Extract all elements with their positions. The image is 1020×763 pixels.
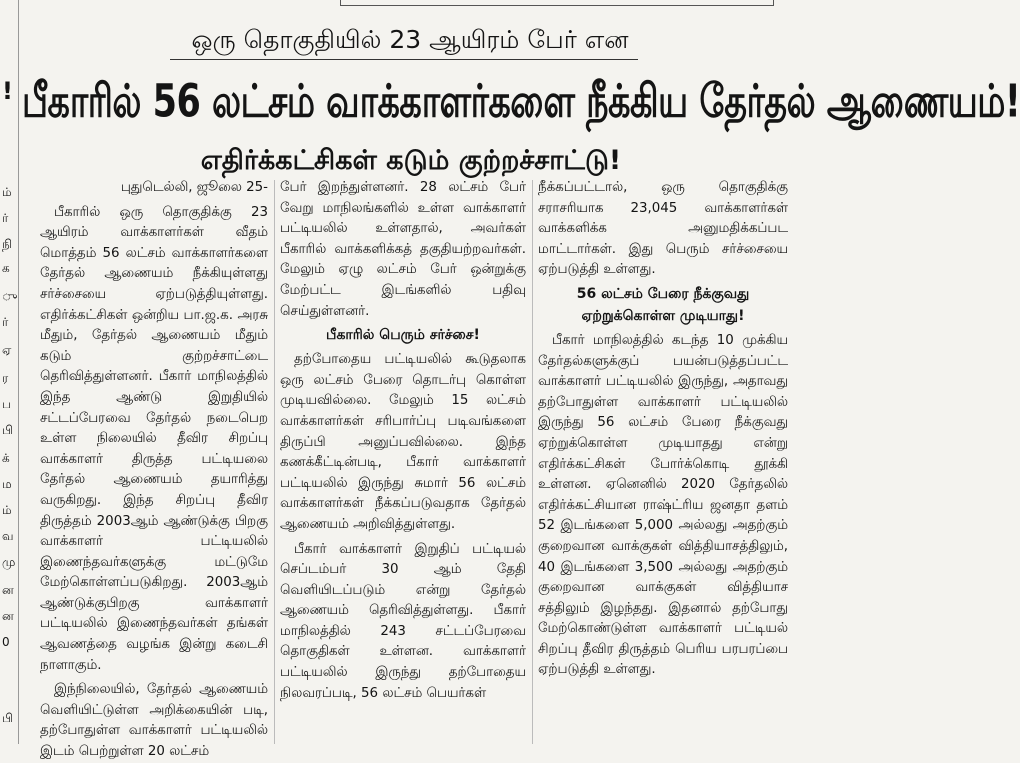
paragraph: பீகாரில் ஒரு தொகுதிக்கு 23 ஆயிரம் வாக்காளர்கள் வீதம் மொத்தம் 56 லட்சம் வாக்காளர்களை தேர்தல் ஆணையம் நீக்கியுள்ளது சர்ச்சையை ஏற்படுத்தியுள்ளது. எதிர்க்கட்சிகள் ஒன்றிய பா.ஜ.க. அரசு மீதும், தேர்தல் ஆணையம் மீதும் கடும் குற்றச்சாட்டை தெரிவித்துள்ளனர். பீகார் மாநிலத்தில் இந்த ஆண்டு இறுதியில் சட்டப்பேரவை தேர்தல் நடைபெற உள்ள நிலையில் தீவிர சிறப்பு வாக்காளர் திருத்த பட்டியலை தேர்தல் ஆணையம் தயாரித்து வருகிறது. இந்த சிறப்பு தீவிர திருத்தம் 2003ஆம் ஆண்டுக்கு பிறகு வாக்காளர் பட்டியலில் இணைந்தவர்களுக்கு மட்டுமே மேற்கொள்ளப்படுகிறது. 2003ஆம் ஆண்டுக்குபிறகு வாக்காளர் பட்டியலில் இணைந்தவர்கள் தங்கள் ஆவணத்தை வழங்க இன்று கடைசி நாளாகும். (40, 204, 268, 673)
dateline: புதுடெல்லி, ஜூலை 25- (120, 180, 268, 195)
article-column-2 (280, 178, 526, 744)
article-column-1 (40, 178, 268, 760)
top-box-rule (340, 0, 774, 6)
previous-column-fragment: நி (2, 237, 12, 251)
previous-column-fragment: ! (2, 77, 13, 105)
previous-column-fragment: 0 (2, 635, 10, 649)
previous-column-fragment: ம் (2, 503, 12, 517)
previous-column-fragment: ஏ (2, 343, 12, 357)
paragraph-continued: நீக்கப்பட்டால், ஒரு தொகுதிக்கு சராசரியாக 23,045 வாக்காளர்கள் வாக்களிக்க அனுமதிக்கப்பட மாட்டார்கள். இது பெரும் சர்ச்சையை ஏற்படுத்தி உள்ளது. (538, 180, 788, 278)
previous-column-fragment: பி (2, 423, 13, 437)
section-subheading: 56 லட்சம் பேரை நீக்குவது ஏற்றுக்கொள்ள முடியாது! (576, 285, 750, 324)
previous-column-fragment: ர் (2, 315, 9, 329)
main-headline: பீகாரில் 56 லட்சம் வாக்காளர்களை நீக்கிய தேர்தல் ஆணையம்! (22, 76, 1020, 128)
paragraph: தற்போதைய பட்டியலில் கூடுதலாக ஒரு லட்சம் பேரை தொடர்பு கொள்ள முடியவில்லை. மேலும் 15 லட்சம் வாக்காளர்கள் சரிபார்ப்பு படிவங்களை திருப்பி அனுப்பவில்லை. இந்த கணக்கீட்டின்படி, பீகார் வாக்காளர் பட்டியலில் இருந்து சுமார் 56 லட்சம் வாக்காளர்கள் நீக்கப்படுவதாக தேர்தல் ஆணையம் அறிவித்துள்ளது. (280, 352, 526, 532)
previous-column-fragment: ப (2, 397, 11, 411)
paragraph: பீகார் வாக்காளர் இறுதிப் பட்டியல் செப்டம்பர் 30 ஆம் தேதி வெளியிடப்படும் என்று தேர்தல் ஆணையம் தெரிவித்துள்ளது. பீகார் மாநிலத்தில் 243 சட்டப்பேரவை தொகுதிகள் உள்ளன. வாக்காளர் பட்டியலில் இருந்து தற்போதைய நிலவரப்படி, 56 லட்சம் பெயர்கள் (280, 541, 526, 701)
column-divider (532, 180, 533, 744)
article-column-3 (538, 178, 788, 744)
previous-column-fragment: க் (2, 451, 10, 465)
previous-column-fragment: வ (2, 529, 14, 543)
previous-column-fragment: ு (2, 289, 18, 303)
previous-column-fragment: பி (2, 711, 13, 725)
previous-column-fragment: ன (2, 583, 14, 597)
column-divider (274, 180, 275, 744)
previous-column-fragment: க (2, 261, 10, 275)
kicker-line: ஒரு தொகுதியில் 23 ஆயிரம் பேர் என (191, 25, 629, 54)
section-subheading: பீகாரில் பெரும் சர்ச்சை! (326, 327, 480, 344)
previous-column-fragment: மு (2, 555, 16, 569)
previous-column-fragment: ம் (2, 185, 12, 199)
previous-column-fragment: ர் (2, 211, 9, 225)
previous-column-fragment: ர (2, 371, 9, 385)
previous-column-fragment: ன (2, 609, 14, 623)
paragraph: பீகார் மாநிலத்தில் கடந்த 10 முக்கிய தேர்தல்களுக்குப் பயன்படுத்தப்பட்ட வாக்காளர் பட்டியலில் இருந்து, அதாவது தற்போதுள்ள வாக்காளர் பட்டியலில் இருந்து 56 லட்சம் பேரை நீக்குவது ஏற்றுக்கொள்ள முடியாதது என்று எதிர்க்கட்சிகள் போர்க்கொடி தூக்கி உள்ளன. ஏனெனில் 2020 தேர்தலில் எதிர்க்கட்சியான ராஷ்ட்ரிய ஜனதா தளம் 52 இடங்களை 5,000 அல்லது அதற்கும் குறைவான வாக்குகள் வித்தியாசத்திலும், 40 இடங்களை 3,500 அல்லது அதற்கும் குறைவான வாக்குகள் வித்தியாச சத்திலும் இழந்தது. இதனால் தற்போது மேற்கொண்டுள்ள வாக்காளர் பட்டியல் சிறப்பு தீவிர திருத்தம் பெரிய பரபரப்பை ஏற்படுத்தி உள்ளது. (538, 332, 788, 678)
previous-article-column (0, 0, 19, 744)
previous-column-fragment: ம (2, 477, 12, 491)
paragraph: இந்நிலையில், தேர்தல் ஆணையம் வெளியிட்டுள்ள அறிக்கையின் படி, தற்போதுள்ள வாக்காளர் பட்டியலில் இடம் பெற்றுள்ள 20 லட்சம் (40, 682, 268, 760)
sub-headline: எதிர்க்கட்சிகள் கடும் குற்றச்சாட்டு! (200, 145, 622, 176)
paragraph-continued: பேர் இறந்துள்ளனர். 28 லட்சம் பேர் வேறு மாநிலங்களில் உள்ள வாக்காளர் பட்டியலில் உள்ளதால், அவர்கள் பீகாரில் வாக்களிக்கத் தகுதியற்றவர்கள். மேலும் ஏழு லட்சம் பேர் ஒன்றுக்கு மேற்பட்ட இடங்களில் பதிவு செய்துள்ளனர். (280, 180, 526, 319)
